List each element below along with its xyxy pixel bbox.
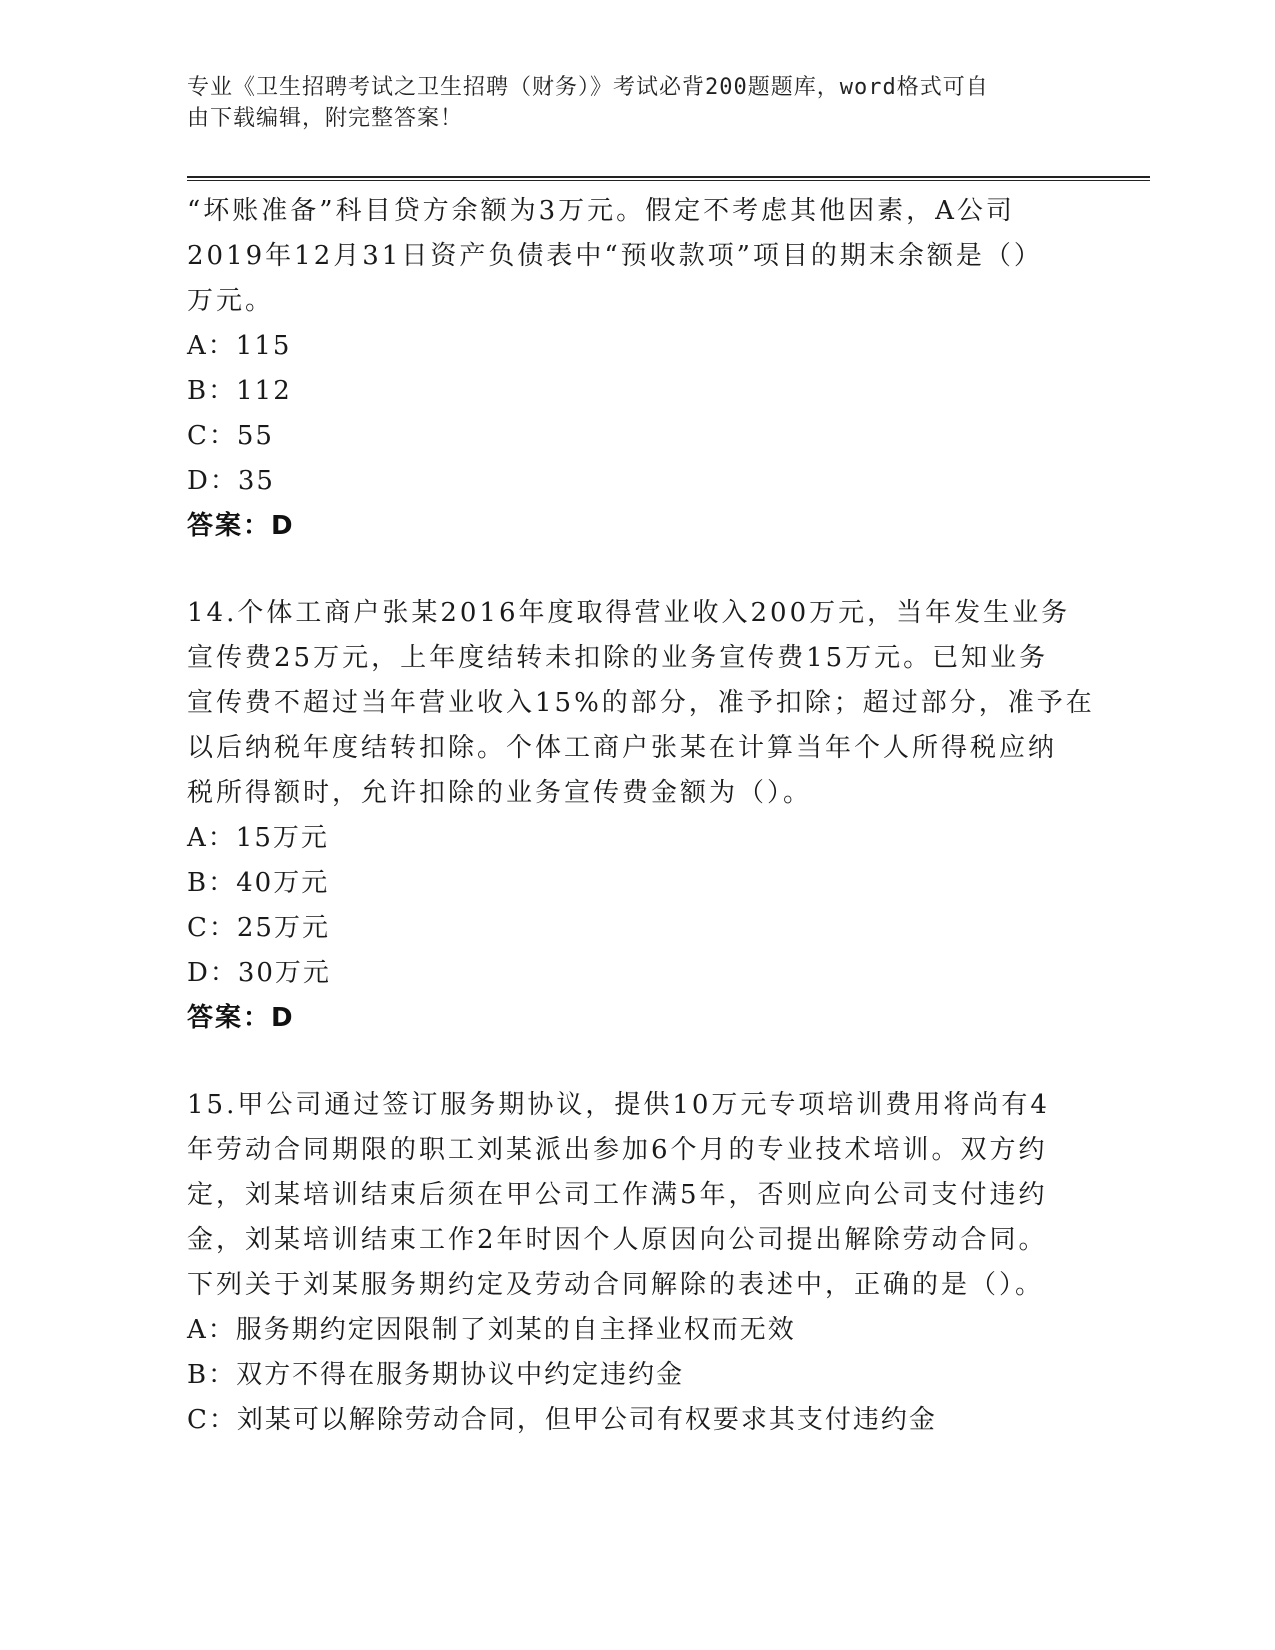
answer-label: 答案：D [187,511,295,541]
question-14 [187,591,1095,1041]
question-text-line: 2019年12月31日资产负债表中“预收款项”项目的期末余额是（） [187,241,1043,271]
header-line-2: 由下载编辑，附完整答案！ [187,106,464,131]
option-b: B：40万元 [187,868,330,898]
question-text-line: “坏账准备”科目贷方余额为3万元。假定不考虑其他因素，A公司 [187,196,1015,226]
page-header [187,72,1067,134]
question-spacer [187,1041,1087,1083]
question-spacer [187,549,1087,591]
option-a: A：115 [187,331,292,361]
header-divider [187,176,1150,181]
question-list [187,189,1095,1443]
question-text-line: 下列关于刘某服务期约定及劳动合同解除的表述中，正确的是（）。 [187,1270,1045,1300]
question-13 [187,189,1087,549]
question-text-line: 15.甲公司通过签订服务期协议，提供10万元专项培训费用将尚有4 [187,1090,1050,1120]
answer-label: 答案：D [187,1003,295,1033]
option-a: A：15万元 [187,823,329,853]
question-text-line: 14.个体工商户张某2016年度取得营业收入200万元，当年发生业务 [187,598,1071,628]
question-15 [187,1083,1087,1443]
option-d: D：35 [187,466,275,496]
question-text-line: 宣传费25万元，上年度结转未扣除的业务宣传费15万元。已知业务 [187,643,1049,673]
question-text-line: 金，刘某培训结束工作2年时因个人原因向公司提出解除劳动合同。 [187,1225,1048,1255]
header-line-1: 专业《卫生招聘考试之卫生招聘（财务）》考试必背200题题库，word格式可自 [187,75,989,100]
option-c: C：55 [187,421,274,451]
question-text-line: 税所得额时，允许扣除的业务宣传费金额为（）。 [187,778,813,808]
option-b: B：112 [187,376,292,406]
question-text-line: 以后纳税年度结转扣除。个体工商户张某在计算当年个人所得税应纳 [187,733,1058,763]
option-a: A：服务期约定因限制了刘某的自主择业权而无效 [187,1315,796,1345]
question-text-line: 年劳动合同期限的职工刘某派出参加6个月的专业技术培训。双方约 [187,1135,1048,1165]
option-c: C：刘某可以解除劳动合同，但甲公司有权要求其支付违约金 [187,1405,937,1435]
question-text-line: 万元。 [187,286,275,316]
option-c: C：25万元 [187,913,330,943]
question-text-line: 定，刘某培训结束后须在甲公司工作满5年，否则应向公司支付违约 [187,1180,1048,1210]
option-d: D：30万元 [187,958,331,988]
option-b: B：双方不得在服务期协议中约定违约金 [187,1360,685,1390]
question-text-line: 宣传费不超过当年营业收入15%的部分，准予扣除；超过部分，准予在 [187,688,1095,718]
